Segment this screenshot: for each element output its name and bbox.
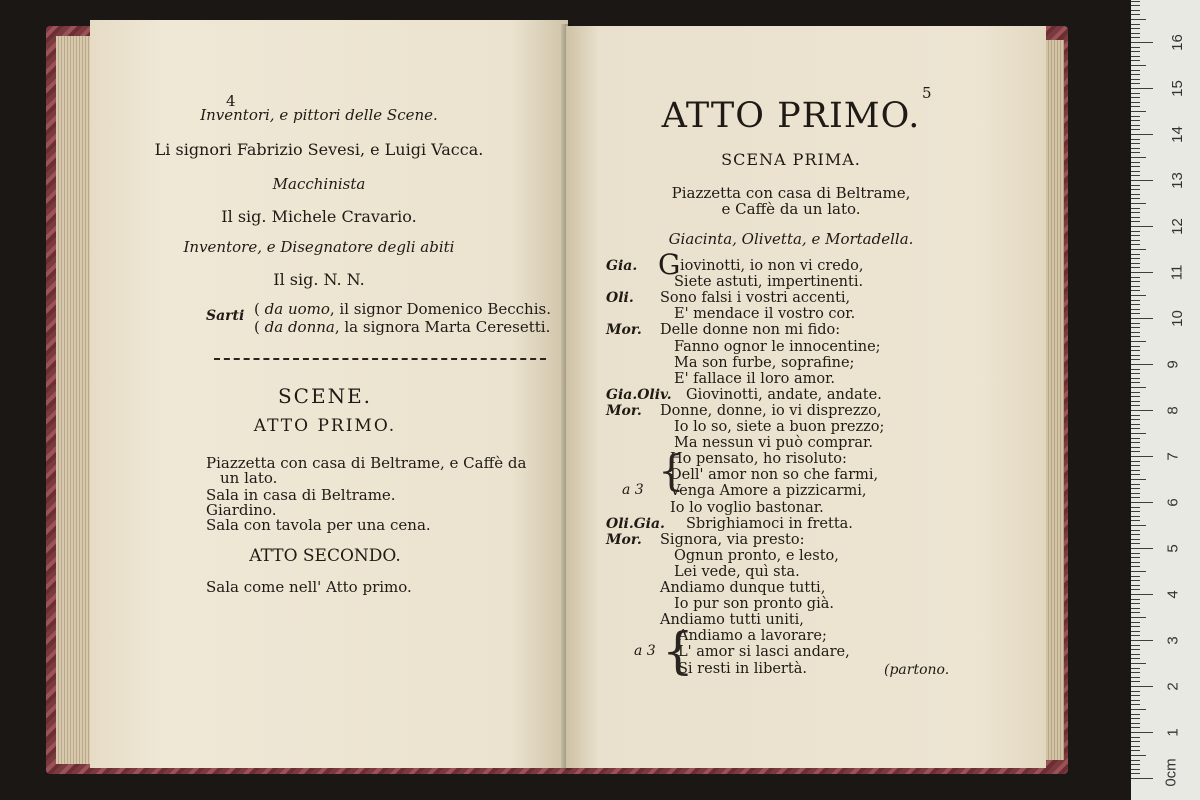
dialogue-line: E' fallace il loro amor. (674, 370, 836, 387)
ruler-tick (1131, 152, 1140, 153)
ruler-tick (1131, 208, 1140, 209)
act1-title-left: ATTO PRIMO. (253, 416, 397, 436)
act1-scene-line: Giardino. (206, 501, 277, 519)
ruler-tick (1131, 60, 1140, 61)
dialogue-line: Ma nessun vi può comprar. (674, 435, 873, 452)
ruler-tick (1131, 415, 1140, 416)
ruler-tick (1131, 668, 1140, 669)
ruler-number: 5 (1164, 544, 1182, 553)
ruler-tick (1131, 143, 1140, 144)
ruler-tick (1131, 428, 1140, 429)
ruler-tick (1131, 410, 1153, 411)
ruler-tick (1131, 148, 1140, 149)
exit-direction: (partono. (884, 662, 950, 678)
dialogue-line: Venga Amore a pizzicarmi, (670, 483, 867, 500)
ruler-tick (1131, 120, 1140, 121)
section-divider (214, 358, 546, 360)
dialogue-line: Andiamo tutti uniti, (660, 612, 804, 629)
ruler-tick (1131, 355, 1140, 356)
ruler-tick (1131, 677, 1140, 678)
ruler-tick (1131, 649, 1140, 650)
ruler-tick (1131, 139, 1140, 140)
tailors-role-men: da uomo (264, 300, 330, 318)
tailors-line-1: ( da uomo, il signor Domenico Becchis. (254, 300, 551, 318)
dialogue-line: Ho pensato, ho risoluto: (670, 451, 847, 468)
ruler-tick (1131, 566, 1140, 567)
dialogue-line: Andiamo a lavorare; (678, 628, 827, 645)
ruler-tick (1131, 405, 1140, 406)
characters-line: Giacinta, Olivetta, e Mortadella. (668, 230, 914, 248)
ruler-tick (1131, 290, 1140, 291)
ruler-number: 7 (1164, 452, 1182, 461)
ruler-tick (1131, 474, 1140, 475)
ruler-tick (1131, 97, 1140, 98)
dialogue-line: Sbrighiamoci in fretta. (686, 515, 853, 532)
ruler-tick (1131, 484, 1140, 485)
drop-cap: G (658, 248, 681, 281)
ruler-tick (1131, 401, 1140, 402)
speaker-label: Mor. (606, 531, 642, 548)
ruler-tick (1131, 364, 1153, 365)
speaker-label: Gia. (606, 258, 638, 274)
ruler-tick (1131, 488, 1140, 489)
ruler-tick (1131, 194, 1140, 195)
ruler-tick (1131, 732, 1153, 733)
ruler-tick (1131, 534, 1140, 535)
ruler-tick (1131, 714, 1140, 715)
ruler-number: 15 (1168, 80, 1186, 97)
dialogue-line: Dell' amor non so che farmi, (670, 467, 879, 484)
machinist-name: Il sig. Michele Cravario. (221, 207, 417, 226)
ruler-number: 6 (1164, 498, 1182, 507)
ruler-tick (1131, 695, 1140, 696)
ruler-unit: 0cm (1162, 758, 1180, 787)
ruler-tick (1131, 553, 1140, 554)
ruler-tick (1131, 764, 1140, 765)
ruler-tick (1131, 295, 1146, 296)
ruler-tick (1131, 166, 1140, 167)
ruler-tick (1131, 433, 1146, 434)
ruler-tick (1131, 773, 1140, 774)
ruler-tick (1131, 525, 1146, 526)
ruler-tick (1131, 42, 1153, 43)
ruler-tick (1131, 332, 1140, 333)
ruler-tick (1131, 645, 1140, 646)
measuring-ruler (1131, 0, 1200, 800)
ruler-tick (1131, 396, 1140, 397)
ruler-tick (1131, 681, 1140, 682)
ruler-tick (1131, 516, 1140, 517)
ruler-tick (1131, 70, 1140, 71)
act-title: ATTO PRIMO. (661, 96, 921, 136)
setting-line-1: Piazzetta con casa di Beltrame, (671, 184, 911, 202)
trio-brace: { (658, 446, 685, 495)
ruler-tick (1131, 755, 1146, 756)
ruler-tick (1131, 336, 1140, 337)
ruler-tick (1131, 599, 1140, 600)
dialogue-line: Siete astuti, impertinenti. (674, 274, 864, 291)
machinist-heading: Macchinista (272, 175, 366, 193)
ruler-tick (1131, 14, 1140, 15)
ruler-tick (1131, 1, 1140, 2)
ruler-tick (1131, 37, 1140, 38)
speaker-label: Gia.Oliv. (606, 386, 672, 403)
dialogue-line: E' mendace il vostro cor. (674, 306, 856, 323)
dialogue-line: Io lo so, siete a buon prezzo; (674, 419, 885, 435)
scene-title: SCENA PRIMA. (721, 150, 861, 169)
dialogue-line: Donne, donne, io vi disprezzo, (660, 402, 882, 419)
right-page-number: 5 (922, 84, 932, 102)
tailors-name-women: , la signora Marta Ceresetti. (334, 318, 551, 336)
dialogue-line: L' amor si lasci andare, (678, 644, 850, 661)
dialogue-line: Ma son furbe, soprafine; (674, 354, 855, 371)
ruler-tick (1131, 612, 1140, 613)
ruler-tick (1131, 162, 1140, 163)
ruler-tick (1131, 580, 1140, 581)
ruler-tick (1131, 346, 1140, 347)
ruler-tick (1131, 718, 1140, 719)
ruler-tick (1131, 313, 1140, 314)
ruler-tick (1131, 507, 1140, 508)
ruler-tick (1131, 640, 1153, 641)
left-page (90, 20, 568, 768)
ruler-tick (1131, 373, 1140, 374)
ruler-tick (1131, 65, 1146, 66)
scenes-title: SCENE. (277, 384, 373, 408)
ruler-number: 1 (1164, 728, 1182, 737)
dialogue-line: Andiamo dunque tutti, (660, 580, 826, 596)
ruler-tick (1131, 286, 1140, 287)
ruler-number: 12 (1168, 218, 1186, 235)
ruler-tick (1131, 102, 1140, 103)
ruler-number: 10 (1168, 310, 1186, 327)
ruler-tick (1131, 451, 1140, 452)
ruler-tick (1131, 318, 1153, 319)
dialogue-line: Ognun pronto, e lesto, (674, 547, 839, 564)
ruler-tick (1131, 548, 1153, 549)
ruler-tick (1131, 543, 1140, 544)
ruler-tick (1131, 497, 1140, 498)
ruler-tick (1131, 277, 1140, 278)
ruler-tick (1131, 249, 1146, 250)
dialogue-line: Sono falsi i vostri accenti, (660, 290, 851, 307)
ruler-tick (1131, 5, 1140, 6)
ruler-tick (1131, 700, 1140, 701)
speaker-label: Mor. (606, 402, 642, 419)
ruler-tick (1131, 654, 1140, 655)
tailors-role-women: da donna (264, 318, 335, 336)
ruler-tick (1131, 93, 1140, 94)
ruler-tick (1131, 746, 1140, 747)
ruler-tick (1131, 709, 1146, 710)
ruler-tick (1131, 83, 1140, 84)
ruler-tick (1131, 571, 1146, 572)
ruler-tick (1131, 456, 1153, 457)
ruler-tick (1131, 392, 1140, 393)
ruler-tick (1131, 502, 1153, 503)
painters-names: Li signori Fabrizio Sevesi, e Luigi Vacca. (154, 140, 484, 159)
ruler-tick (1131, 387, 1146, 388)
ruler-tick (1131, 350, 1140, 351)
ruler-tick (1131, 79, 1140, 80)
ruler-tick (1131, 74, 1140, 75)
ruler-tick (1131, 737, 1140, 738)
ruler-number: 2 (1164, 682, 1182, 691)
ruler-tick (1131, 231, 1140, 232)
ruler-tick (1131, 465, 1140, 466)
ruler-tick (1131, 686, 1153, 687)
painters-heading: Inventori, e pittori delle Scene. (200, 106, 438, 124)
ruler-tick (1131, 359, 1140, 360)
act2-scene-line: Sala come nell' Atto primo. (206, 578, 412, 596)
ruler-tick (1131, 125, 1140, 126)
dialogue-line: Io pur son pronto già. (674, 596, 834, 613)
tailors-label: Sarti (206, 308, 245, 324)
ruler-tick (1131, 727, 1140, 728)
ruler-tick (1131, 769, 1140, 770)
act2-title: ATTO SECONDO. (249, 546, 401, 566)
dialogue-line: iovinotti, io non vi credo, (680, 258, 864, 274)
dialogue-line: Si resti in libertà. (678, 660, 807, 677)
speaker-label: Oli.Gia. (606, 515, 665, 532)
ruler-tick (1131, 281, 1140, 282)
ruler-tick (1131, 511, 1140, 512)
ruler-tick (1131, 180, 1153, 181)
ruler-tick (1131, 424, 1140, 425)
ruler-tick (1131, 111, 1146, 112)
page-edges-left (56, 36, 90, 764)
ruler-tick (1131, 470, 1140, 471)
ruler-tick (1131, 461, 1140, 462)
ruler-tick (1131, 493, 1140, 494)
act1-scene-line: Sala con tavola per una cena. (206, 516, 431, 534)
ruler-tick (1131, 258, 1140, 259)
ruler-tick (1131, 589, 1140, 590)
ruler-tick (1131, 51, 1140, 52)
ruler-tick (1131, 438, 1140, 439)
ruler-tick (1131, 244, 1140, 245)
dialogue-line: Delle donne non mi fido: (660, 322, 841, 339)
ruler-tick (1131, 116, 1140, 117)
ruler-tick (1131, 300, 1140, 301)
ruler-tick (1131, 723, 1140, 724)
ruler-tick (1131, 658, 1140, 659)
ruler-tick (1131, 309, 1140, 310)
ruler-number: 8 (1164, 406, 1182, 415)
ruler-number: 4 (1164, 590, 1182, 599)
ruler-tick (1131, 323, 1140, 324)
ruler-tick (1131, 235, 1140, 236)
ruler-tick (1131, 378, 1140, 379)
ruler-tick (1131, 171, 1140, 172)
a3-label: a 3 (634, 643, 656, 659)
ruler-tick (1131, 530, 1140, 531)
ruler-tick (1131, 221, 1140, 222)
ruler-tick (1131, 254, 1140, 255)
ruler-tick (1131, 28, 1140, 29)
ruler-tick (1131, 175, 1140, 176)
dialogue-line: Signora, via presto: (660, 531, 805, 548)
ruler-tick (1131, 608, 1140, 609)
ruler-tick (1131, 226, 1153, 227)
ruler-tick (1131, 129, 1140, 130)
ruler-tick (1131, 189, 1140, 190)
ruler-tick (1131, 203, 1146, 204)
ruler-tick (1131, 369, 1140, 370)
act1-scene-line: Sala in casa di Beltrame. (206, 486, 396, 504)
ruler-tick (1131, 626, 1140, 627)
ruler-tick (1131, 622, 1140, 623)
ruler-number: 9 (1164, 360, 1182, 369)
ruler-tick (1131, 663, 1146, 664)
ruler-tick (1131, 157, 1146, 158)
ruler-tick (1131, 10, 1140, 11)
ruler-tick (1131, 212, 1140, 213)
costume-heading: Inventore, e Disegnatore degli abiti (183, 238, 455, 256)
ruler-tick (1131, 304, 1140, 305)
ruler-tick (1131, 603, 1140, 604)
ruler-tick (1131, 24, 1140, 25)
ruler-tick (1131, 557, 1140, 558)
ruler-number: 13 (1168, 172, 1186, 189)
ruler-tick (1131, 741, 1140, 742)
ruler-tick (1131, 217, 1140, 218)
ruler-tick (1131, 341, 1146, 342)
ruler-tick (1131, 691, 1140, 692)
speaker-label: Mor. (606, 322, 642, 339)
act1-scene-line: Piazzetta con casa di Beltrame, e Caffè da (206, 454, 527, 472)
trio-brace: { (662, 622, 694, 680)
ruler-tick (1131, 88, 1153, 89)
ruler-tick (1131, 267, 1140, 268)
ruler-tick (1131, 263, 1140, 264)
dialogue-line: Lei vede, quì sta. (674, 563, 800, 580)
costume-name: Il sig. N. N. (273, 270, 365, 289)
ruler-tick (1131, 778, 1153, 779)
tailors-line-2: ( da donna, la signora Marta Ceresetti. (254, 318, 551, 336)
dialogue-line: Io lo voglio bastonar. (670, 499, 824, 516)
ruler-number: 3 (1164, 636, 1182, 645)
ruler-number: 16 (1168, 34, 1186, 51)
ruler-tick (1131, 750, 1140, 751)
ruler-tick (1131, 562, 1140, 563)
dialogue-line: Giovinotti, andate, andate. (686, 386, 882, 403)
setting-line-2: e Caffè da un lato. (721, 200, 861, 218)
ruler-tick (1131, 419, 1140, 420)
ruler-tick (1131, 447, 1140, 448)
ruler-tick (1131, 704, 1140, 705)
ruler-tick (1131, 576, 1140, 577)
ruler-tick (1131, 56, 1140, 57)
ruler-tick (1131, 185, 1140, 186)
ruler-tick (1131, 327, 1140, 328)
left-page-number: 4 (226, 92, 236, 110)
ruler-tick (1131, 617, 1146, 618)
ruler-number: 11 (1168, 264, 1186, 281)
ruler-tick (1131, 442, 1140, 443)
ruler-tick (1131, 585, 1140, 586)
dialogue-line: Fanno ognor le innocentine; (674, 338, 881, 355)
ruler-tick (1131, 520, 1140, 521)
ruler-tick (1131, 198, 1140, 199)
ruler-tick (1131, 672, 1140, 673)
ruler-tick (1131, 19, 1146, 20)
speaker-label: Oli. (606, 290, 634, 307)
ruler-tick (1131, 240, 1140, 241)
ruler-tick (1131, 134, 1153, 135)
ruler-tick (1131, 594, 1153, 595)
ruler-tick (1131, 33, 1140, 34)
ruler-tick (1131, 631, 1140, 632)
ruler-tick (1131, 539, 1140, 540)
ruler-tick (1131, 635, 1140, 636)
ruler-tick (1131, 382, 1140, 383)
ruler-tick (1131, 479, 1146, 480)
ruler-tick (1131, 47, 1140, 48)
ruler-tick (1131, 106, 1140, 107)
ruler-number: 14 (1168, 126, 1186, 143)
a3-label: a 3 (622, 482, 644, 498)
ruler-tick (1131, 760, 1140, 761)
right-page (566, 26, 1046, 768)
ruler-tick (1131, 272, 1153, 273)
act1-scene-line: un lato. (220, 469, 278, 487)
tailors-name-men: , il signor Domenico Becchis. (329, 300, 551, 318)
